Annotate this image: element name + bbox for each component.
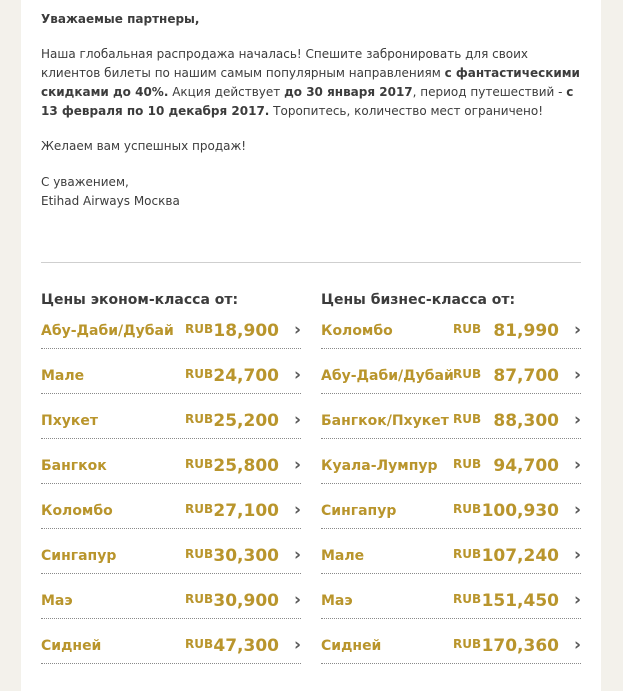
- chevron-right-icon[interactable]: ›: [573, 545, 581, 565]
- chevron-right-icon[interactable]: ›: [293, 320, 301, 340]
- business-price-row[interactable]: [321, 540, 581, 574]
- intro-paragraph: [41, 45, 586, 121]
- business-price-row[interactable]: [321, 405, 581, 439]
- price-value: 81,990: [493, 321, 559, 341]
- currency-label: RUB: [453, 322, 482, 336]
- price-value: 100,930: [481, 501, 559, 521]
- currency-label: RUB: [185, 637, 214, 651]
- business-price-row[interactable]: [321, 360, 581, 394]
- currency-label: RUB: [185, 412, 214, 426]
- chevron-right-icon[interactable]: ›: [293, 545, 301, 565]
- divider: [41, 262, 581, 263]
- intro-text: Наша глобальная распродажа началась! Спешите забронировать для своих клиентов билеты по нашим самым популярным направлениям: [41, 47, 529, 80]
- signature-text: Etihad Airways Москва: [41, 194, 180, 208]
- currency-label: RUB: [453, 457, 482, 471]
- destination-link[interactable]: Мале: [41, 368, 85, 384]
- destination-link[interactable]: Сингапур: [41, 548, 117, 564]
- business-price-row[interactable]: [321, 585, 581, 619]
- chevron-right-icon[interactable]: ›: [573, 365, 581, 385]
- economy-price-list: [41, 315, 301, 675]
- price-value: 24,700: [213, 366, 279, 386]
- intro-highlight: с фантастическими скидками до 40%.: [41, 66, 580, 99]
- chevron-right-icon[interactable]: ›: [573, 455, 581, 475]
- currency-label: RUB: [453, 367, 482, 381]
- currency-label: RUB: [453, 412, 482, 426]
- economy-price-row[interactable]: [41, 450, 301, 484]
- economy-title: Цены эконом-класса от:: [41, 292, 239, 308]
- destination-link[interactable]: Коломбо: [41, 503, 113, 519]
- chevron-right-icon[interactable]: ›: [293, 455, 301, 475]
- price-value: 25,800: [213, 456, 279, 476]
- business-price-list: [321, 315, 581, 675]
- currency-label: RUB: [185, 502, 214, 516]
- price-value: 18,900: [213, 321, 279, 341]
- destination-link[interactable]: Абу-Даби/Дубай: [321, 368, 454, 384]
- price-value: 87,700: [493, 366, 559, 386]
- price-value: 88,300: [493, 411, 559, 431]
- price-value: 30,900: [213, 591, 279, 611]
- currency-label: RUB: [185, 592, 214, 606]
- chevron-right-icon[interactable]: ›: [573, 590, 581, 610]
- price-value: 30,300: [213, 546, 279, 566]
- economy-price-row[interactable]: [41, 315, 301, 349]
- destination-link[interactable]: Пхукет: [41, 413, 98, 429]
- destination-link[interactable]: Сидней: [41, 638, 102, 654]
- destination-link[interactable]: Абу-Даби/Дубай: [41, 323, 174, 339]
- destination-link[interactable]: Бангкок: [41, 458, 107, 474]
- currency-label: RUB: [185, 547, 214, 561]
- economy-price-row[interactable]: [41, 360, 301, 394]
- economy-price-row[interactable]: [41, 540, 301, 574]
- intro-highlight: до 30 января 2017: [284, 85, 413, 99]
- chevron-right-icon[interactable]: ›: [293, 365, 301, 385]
- intro-text: Торопитесь, количество мест ограничено!: [269, 104, 544, 118]
- chevron-right-icon[interactable]: ›: [293, 590, 301, 610]
- currency-label: RUB: [453, 637, 482, 651]
- economy-price-row[interactable]: [41, 405, 301, 439]
- price-value: 170,360: [481, 636, 559, 656]
- chevron-right-icon[interactable]: ›: [293, 410, 301, 430]
- destination-link[interactable]: Сингапур: [321, 503, 397, 519]
- destination-link[interactable]: Куала-Лумпур: [321, 458, 438, 474]
- chevron-right-icon[interactable]: ›: [573, 635, 581, 655]
- business-price-row[interactable]: [321, 450, 581, 484]
- signature-block: [41, 173, 180, 211]
- intro-highlight: с 13 февраля по 10 декабря 2017.: [41, 85, 574, 118]
- greeting: Уважаемые партнеры,: [41, 12, 200, 26]
- price-value: 151,450: [481, 591, 559, 611]
- price-value: 94,700: [493, 456, 559, 476]
- business-price-row[interactable]: [321, 630, 581, 664]
- chevron-right-icon[interactable]: ›: [573, 500, 581, 520]
- destination-link[interactable]: Мале: [321, 548, 365, 564]
- destination-link[interactable]: Бангкок/Пхукет: [321, 413, 449, 429]
- price-value: 107,240: [481, 546, 559, 566]
- destination-link[interactable]: Коломбо: [321, 323, 393, 339]
- currency-label: RUB: [185, 322, 214, 336]
- regards-text: С уважением,: [41, 175, 129, 189]
- price-value: 25,200: [213, 411, 279, 431]
- wish-text: Желаем вам успешных продаж!: [41, 139, 247, 153]
- chevron-right-icon[interactable]: ›: [573, 410, 581, 430]
- currency-label: RUB: [453, 547, 482, 561]
- economy-price-row[interactable]: [41, 585, 301, 619]
- currency-label: RUB: [185, 367, 214, 381]
- destination-link[interactable]: Сидней: [321, 638, 382, 654]
- chevron-right-icon[interactable]: ›: [573, 320, 581, 340]
- economy-price-row[interactable]: [41, 630, 301, 664]
- currency-label: RUB: [453, 502, 482, 516]
- business-title: Цены бизнес-класса от:: [321, 292, 516, 308]
- business-price-row[interactable]: [321, 495, 581, 529]
- currency-label: RUB: [185, 457, 214, 471]
- economy-price-row[interactable]: [41, 495, 301, 529]
- chevron-right-icon[interactable]: ›: [293, 500, 301, 520]
- chevron-right-icon[interactable]: ›: [293, 635, 301, 655]
- price-value: 47,300: [213, 636, 279, 656]
- destination-link[interactable]: Маэ: [321, 593, 353, 609]
- intro-text: Акция действует: [168, 85, 285, 99]
- business-price-row[interactable]: [321, 315, 581, 349]
- currency-label: RUB: [453, 592, 482, 606]
- destination-link[interactable]: Маэ: [41, 593, 73, 609]
- intro-text: , период путешествий -: [412, 85, 567, 99]
- price-value: 27,100: [213, 501, 279, 521]
